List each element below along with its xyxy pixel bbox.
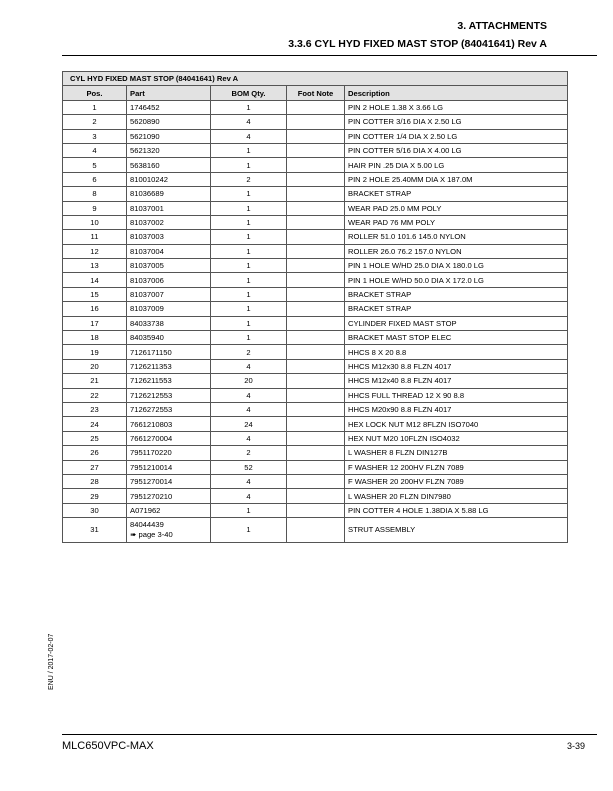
cell-description: PIN COTTER 4 HOLE 1.38DIA X 5.88 LG xyxy=(345,503,568,517)
column-header-description: Description xyxy=(345,86,568,100)
table-row xyxy=(63,345,568,359)
table-row xyxy=(63,359,568,373)
cell-foot-note xyxy=(287,129,345,143)
cell-description: PIN 2 HOLE 1.38 X 3.66 LG xyxy=(345,100,568,114)
cell-foot-note xyxy=(287,460,345,474)
table-row xyxy=(63,259,568,273)
cell-pos: 21 xyxy=(63,374,127,388)
cell-pos: 6 xyxy=(63,172,127,186)
cell-foot-note xyxy=(287,172,345,186)
cell-part: 7951210014 xyxy=(127,460,211,474)
cell-foot-note xyxy=(287,474,345,488)
cell-pos: 12 xyxy=(63,244,127,258)
cell-part: 81037003 xyxy=(127,230,211,244)
cell-foot-note xyxy=(287,331,345,345)
cell-description: HHCS M12x30 8.8 FLZN 4017 xyxy=(345,359,568,373)
table-row xyxy=(63,503,568,517)
cell-foot-note xyxy=(287,230,345,244)
cell-qty: 2 xyxy=(211,345,287,359)
table-row xyxy=(63,230,568,244)
cell-pos: 14 xyxy=(63,273,127,287)
cell-pos: 11 xyxy=(63,230,127,244)
table-row xyxy=(63,273,568,287)
arrow-right-icon: ➠ xyxy=(130,530,137,540)
table-row xyxy=(63,100,568,114)
section-title: 3. ATTACHMENTS xyxy=(457,20,547,32)
cell-pos: 22 xyxy=(63,388,127,402)
cell-qty: 1 xyxy=(211,158,287,172)
table-row xyxy=(63,158,568,172)
cell-description: PIN COTTER 5/16 DIA X 4.00 LG xyxy=(345,143,568,157)
table-caption: CYL HYD FIXED MAST STOP (84041641) Rev A xyxy=(63,72,568,86)
cell-pos: 31 xyxy=(63,518,127,543)
cell-description: HAIR PIN .25 DIA X 5.00 LG xyxy=(345,158,568,172)
cell-foot-note xyxy=(287,345,345,359)
cell-part: 81037002 xyxy=(127,215,211,229)
cell-description: F WASHER 12 200HV FLZN 7089 xyxy=(345,460,568,474)
cell-qty: 1 xyxy=(211,287,287,301)
cell-pos: 1 xyxy=(63,100,127,114)
cell-part: 81036689 xyxy=(127,187,211,201)
cell-foot-note xyxy=(287,244,345,258)
cell-foot-note xyxy=(287,287,345,301)
cell-part: 81037006 xyxy=(127,273,211,287)
cell-qty: 1 xyxy=(211,230,287,244)
cell-description: STRUT ASSEMBLY xyxy=(345,518,568,543)
cell-description: HHCS FULL THREAD 12 X 90 8.8 xyxy=(345,388,568,402)
cell-pos: 2 xyxy=(63,115,127,129)
cell-qty: 1 xyxy=(211,201,287,215)
cell-description: PIN COTTER 1/4 DIA X 2.50 LG xyxy=(345,129,568,143)
cell-pos: 25 xyxy=(63,431,127,445)
cell-part: 81037007 xyxy=(127,287,211,301)
cell-part: 7126171150 xyxy=(127,345,211,359)
cell-part: 7951170220 xyxy=(127,446,211,460)
cell-qty: 4 xyxy=(211,431,287,445)
cell-pos: 10 xyxy=(63,215,127,229)
cell-qty: 1 xyxy=(211,215,287,229)
cell-qty: 1 xyxy=(211,244,287,258)
cell-foot-note xyxy=(287,518,345,543)
cell-foot-note xyxy=(287,259,345,273)
cell-qty: 1 xyxy=(211,100,287,114)
cell-pos: 23 xyxy=(63,402,127,416)
footer-divider xyxy=(62,734,597,735)
column-header-part: Part xyxy=(127,86,211,100)
cell-part: 84033738 xyxy=(127,316,211,330)
table-row xyxy=(63,446,568,460)
cell-part: 7126211553 xyxy=(127,374,211,388)
cell-foot-note xyxy=(287,503,345,517)
cell-part: 810010242 xyxy=(127,172,211,186)
cell-foot-note xyxy=(287,316,345,330)
header-divider xyxy=(62,55,597,56)
cell-part: 5620890 xyxy=(127,115,211,129)
cell-pos: 5 xyxy=(63,158,127,172)
cell-part xyxy=(127,518,211,543)
cell-pos: 24 xyxy=(63,417,127,431)
cell-pos: 15 xyxy=(63,287,127,301)
table-row xyxy=(63,460,568,474)
cell-qty: 2 xyxy=(211,172,287,186)
cell-part: 5638160 xyxy=(127,158,211,172)
cell-description: PIN 2 HOLE 25.40MM DIA X 187.0M xyxy=(345,172,568,186)
cell-foot-note xyxy=(287,446,345,460)
cell-qty: 1 xyxy=(211,316,287,330)
cell-qty: 1 xyxy=(211,187,287,201)
cell-part: 7126272553 xyxy=(127,402,211,416)
table-body xyxy=(63,100,568,542)
cell-description: PIN 1 HOLE W/HD 25.0 DIA X 180.0 LG xyxy=(345,259,568,273)
cell-foot-note xyxy=(287,273,345,287)
column-header-pos: Pos. xyxy=(63,86,127,100)
cell-foot-note xyxy=(287,417,345,431)
cell-foot-note xyxy=(287,388,345,402)
cell-foot-note xyxy=(287,302,345,316)
cell-qty: 1 xyxy=(211,143,287,157)
cell-qty: 2 xyxy=(211,446,287,460)
cell-part: 81037001 xyxy=(127,201,211,215)
cell-part: 84035940 xyxy=(127,331,211,345)
cell-description: HHCS M20x90 8.8 FLZN 4017 xyxy=(345,402,568,416)
cell-qty: 24 xyxy=(211,417,287,431)
cell-part: 81037004 xyxy=(127,244,211,258)
cell-part: 7661210803 xyxy=(127,417,211,431)
cell-part: 7126211353 xyxy=(127,359,211,373)
cell-description: ROLLER 51.0 101.6 145.0 NYLON xyxy=(345,230,568,244)
cell-description: PIN 1 HOLE W/HD 50.0 DIA X 172.0 LG xyxy=(345,273,568,287)
cell-qty: 20 xyxy=(211,374,287,388)
cell-qty: 4 xyxy=(211,402,287,416)
cell-foot-note xyxy=(287,143,345,157)
cell-pos: 26 xyxy=(63,446,127,460)
cell-qty: 1 xyxy=(211,273,287,287)
table-row xyxy=(63,316,568,330)
cell-foot-note xyxy=(287,187,345,201)
cell-pos: 13 xyxy=(63,259,127,273)
cell-qty: 4 xyxy=(211,489,287,503)
cell-description: F WASHER 20 200HV FLZN 7089 xyxy=(345,474,568,488)
table-row xyxy=(63,172,568,186)
cell-qty: 1 xyxy=(211,503,287,517)
cell-part: 7126212553 xyxy=(127,388,211,402)
table-row xyxy=(63,287,568,301)
cell-description: CYLINDER FIXED MAST STOP xyxy=(345,316,568,330)
cell-foot-note xyxy=(287,359,345,373)
cell-pos: 19 xyxy=(63,345,127,359)
cell-pos: 3 xyxy=(63,129,127,143)
cell-description: ROLLER 26.0 76.2 157.0 NYLON xyxy=(345,244,568,258)
table-row xyxy=(63,489,568,503)
table-row xyxy=(63,518,568,543)
column-header-bom-qty: BOM Qty. xyxy=(211,86,287,100)
table-row xyxy=(63,201,568,215)
cell-qty: 4 xyxy=(211,388,287,402)
table-row xyxy=(63,187,568,201)
cell-qty: 1 xyxy=(211,259,287,273)
cell-description: BRACKET STRAP xyxy=(345,287,568,301)
cell-pos: 18 xyxy=(63,331,127,345)
cell-foot-note xyxy=(287,374,345,388)
cell-qty: 4 xyxy=(211,129,287,143)
cell-description: WEAR PAD 76 MM POLY xyxy=(345,215,568,229)
cell-description: HHCS 8 X 20 8.8 xyxy=(345,345,568,359)
cell-qty: 1 xyxy=(211,302,287,316)
cell-qty: 1 xyxy=(211,518,287,543)
table-row xyxy=(63,302,568,316)
table-row xyxy=(63,143,568,157)
cell-pos: 20 xyxy=(63,359,127,373)
cell-pos: 30 xyxy=(63,503,127,517)
cell-description: BRACKET STRAP xyxy=(345,302,568,316)
table-row xyxy=(63,129,568,143)
cell-foot-note xyxy=(287,402,345,416)
part-number: 84044439 xyxy=(130,520,164,530)
cell-foot-note xyxy=(287,100,345,114)
cell-part: 81037009 xyxy=(127,302,211,316)
cell-description: BRACKET MAST STOP ELEC xyxy=(345,331,568,345)
cell-pos: 16 xyxy=(63,302,127,316)
table-row xyxy=(63,402,568,416)
table-row xyxy=(63,417,568,431)
cell-part: 7661270004 xyxy=(127,431,211,445)
cell-description: L WASHER 8 FLZN DIN127B xyxy=(345,446,568,460)
cell-qty: 1 xyxy=(211,331,287,345)
cell-description: PIN COTTER 3/16 DIA X 2.50 LG xyxy=(345,115,568,129)
page-reference-text: page 3-40 xyxy=(138,530,173,540)
table-row xyxy=(63,388,568,402)
parts-table xyxy=(62,71,568,543)
page-reference-link[interactable] xyxy=(130,530,207,540)
cell-part: 1746452 xyxy=(127,100,211,114)
table-row xyxy=(63,474,568,488)
cell-foot-note xyxy=(287,158,345,172)
table-row xyxy=(63,374,568,388)
cell-foot-note xyxy=(287,215,345,229)
cell-qty: 4 xyxy=(211,474,287,488)
table-row xyxy=(63,331,568,345)
table-row xyxy=(63,215,568,229)
cell-part: 5621090 xyxy=(127,129,211,143)
cell-qty: 4 xyxy=(211,115,287,129)
footer-page-number: 3-39 xyxy=(566,741,585,751)
cell-pos: 28 xyxy=(63,474,127,488)
cell-part: A071962 xyxy=(127,503,211,517)
cell-part: 5621320 xyxy=(127,143,211,157)
cell-pos: 17 xyxy=(63,316,127,330)
column-header-foot-note: Foot Note xyxy=(287,86,345,100)
table-row xyxy=(63,431,568,445)
cell-foot-note xyxy=(287,431,345,445)
cell-description: L WASHER 20 FLZN DIN7980 xyxy=(345,489,568,503)
cell-part: 81037005 xyxy=(127,259,211,273)
cell-pos: 27 xyxy=(63,460,127,474)
cell-qty: 52 xyxy=(211,460,287,474)
cell-part: 7951270210 xyxy=(127,489,211,503)
cell-description: WEAR PAD 25.0 MM POLY xyxy=(345,201,568,215)
table-header-row xyxy=(63,86,568,100)
cell-description: HHCS M12x40 8.8 FLZN 4017 xyxy=(345,374,568,388)
table-row xyxy=(63,115,568,129)
cell-foot-note xyxy=(287,201,345,215)
cell-part: 7951270014 xyxy=(127,474,211,488)
cell-pos: 8 xyxy=(63,187,127,201)
footer-model: MLC650VPC-MAX xyxy=(62,740,154,752)
cell-foot-note xyxy=(287,115,345,129)
cell-description: HEX LOCK NUT M12 8FLZN ISO7040 xyxy=(345,417,568,431)
cell-description: HEX NUT M20 10FLZN ISO4032 xyxy=(345,431,568,445)
cell-pos: 9 xyxy=(63,201,127,215)
cell-description: BRACKET STRAP xyxy=(345,187,568,201)
cell-foot-note xyxy=(287,489,345,503)
table-row xyxy=(63,244,568,258)
revision-date: ENU / 2017-02-07 xyxy=(48,633,55,690)
cell-pos: 4 xyxy=(63,143,127,157)
subsection-title: 3.3.6 CYL HYD FIXED MAST STOP (84041641) Rev A xyxy=(288,38,547,50)
cell-qty: 4 xyxy=(211,359,287,373)
cell-pos: 29 xyxy=(63,489,127,503)
